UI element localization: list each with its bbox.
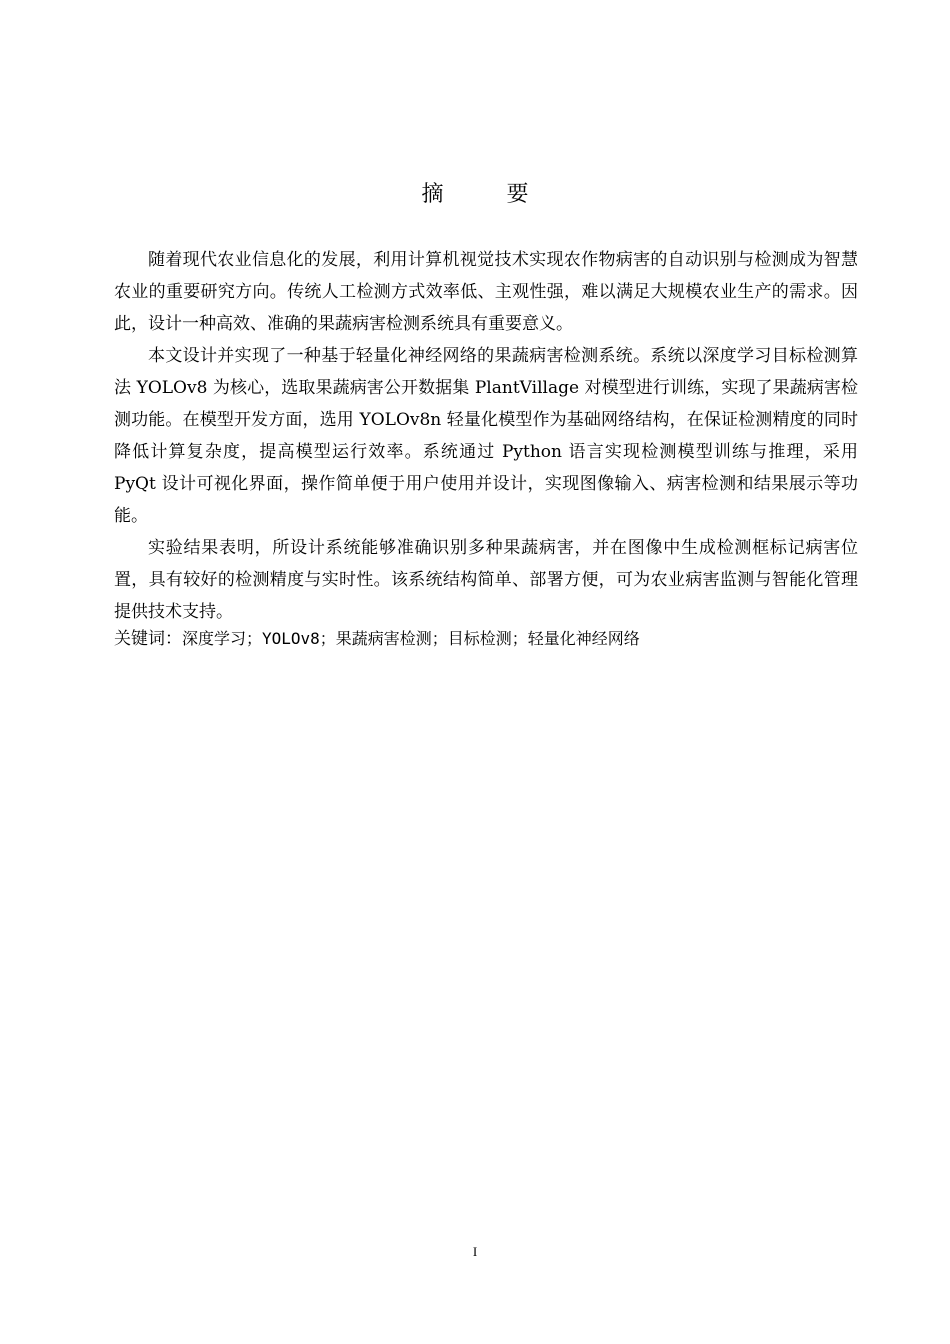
abstract-body <box>114 244 858 650</box>
abstract-paragraph-1: 随着现代农业信息化的发展，利用计算机视觉技术实现农作物病害的自动识别与检测成为智慧农业的重要研究方向。传统人工检测方式效率低、主观性强，难以满足大规模农业生产的需求。因此，设计一种高效、准确的果蔬病害检测系统具有重要意义。 <box>114 250 858 334</box>
abstract-paragraph-2: 本文设计并实现了一种基于轻量化神经网络的果蔬病害检测系统。系统以深度学习目标检测算法 YOLOv8 为核心，选取果蔬病害公开数据集 PlantVillage 对模型进行训练，实现了果蔬病害检测功能。在模型开发方面，选用 YOLOv8n 轻量化模型作为基础网络结构，在保证检测精度的同时降低计算复杂度，提高模型运行效率。系统通过 Python 语言实现检测模型训练与推理，采用 PyQt 设计可视化界面，操作简单便于用户使用并设计，实现图像输入、病害检测和结果展示等功能。 <box>114 346 858 526</box>
page-number: I <box>472 1244 478 1259</box>
abstract-title: 摘 要 <box>421 182 557 207</box>
keywords-line <box>114 628 858 650</box>
abstract-paragraph-3: 实验结果表明，所设计系统能够准确识别多种果蔬病害，并在图像中生成检测框标记病害位置，具有较好的检测精度与实时性。该系统结构简单、部署方便，可为农业病害监测与智能化管理提供技术支持。 <box>114 538 858 622</box>
keywords-value: 深度学习；YOLOv8；果蔬病害检测；目标检测；轻量化神经网络 <box>182 629 640 648</box>
keywords-label: 关键词： <box>114 629 182 649</box>
